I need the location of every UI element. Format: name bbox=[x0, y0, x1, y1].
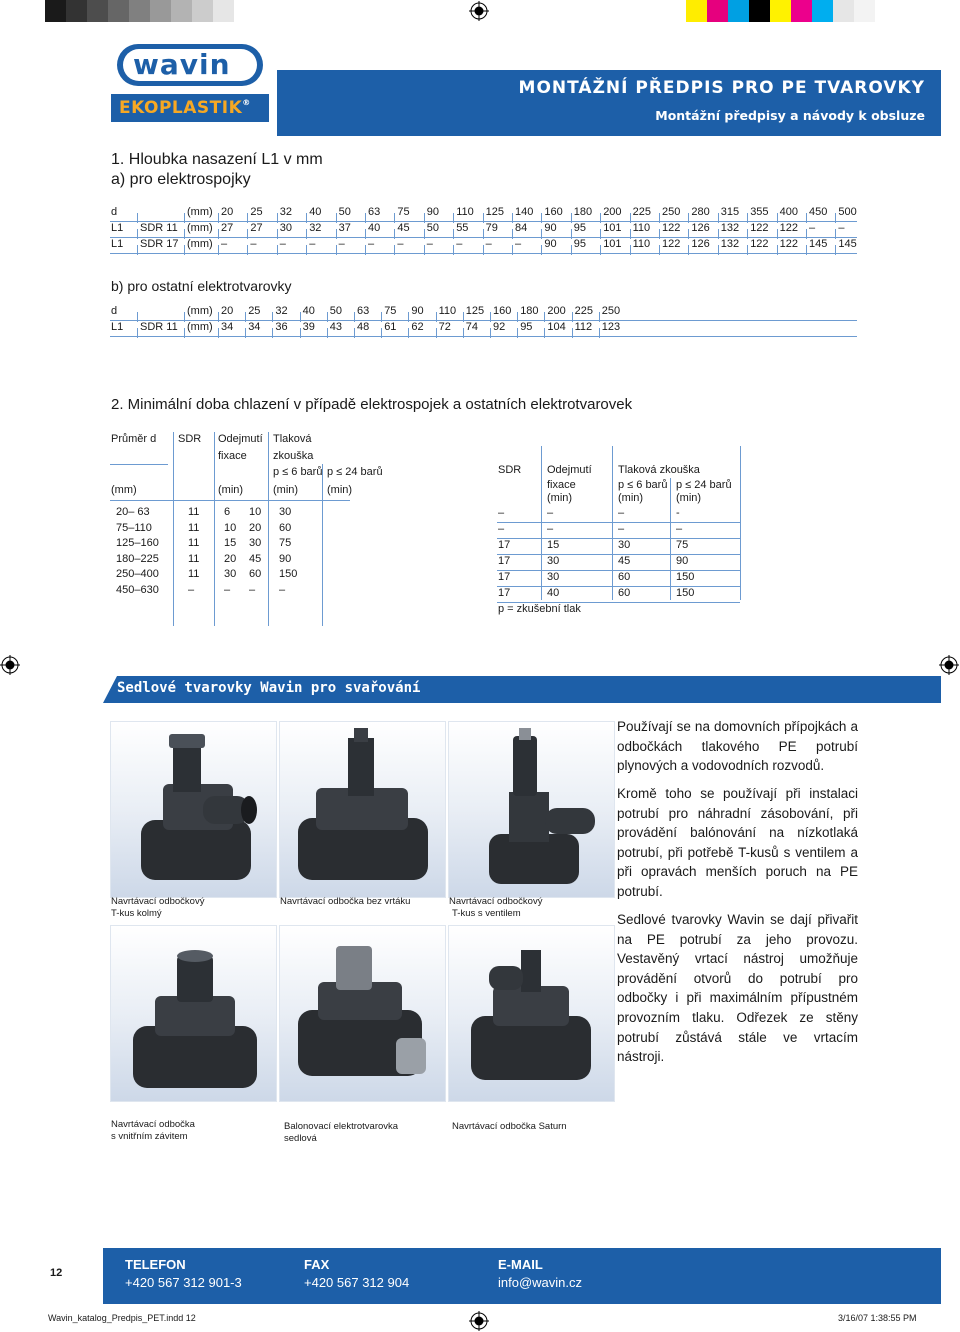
table-cell: – bbox=[188, 584, 195, 596]
page-title: MONTÁŽNÍ PŘEDPIS PRO PE TVAROVKY bbox=[518, 78, 925, 98]
table-cell: 95 bbox=[573, 238, 587, 250]
table-cell: SDR 11 bbox=[140, 321, 178, 333]
table-cell: 75 bbox=[384, 305, 397, 317]
table-cell: 112 bbox=[574, 321, 593, 333]
product-photo-tee-with-valve bbox=[448, 721, 615, 898]
section1b-heading: b) pro ostatní elektrotvarovky bbox=[111, 278, 292, 294]
table-cell: 92 bbox=[493, 321, 506, 333]
fax-label: FAX bbox=[304, 1257, 330, 1272]
table-cell: 122 bbox=[662, 238, 681, 250]
table-cell: 355 bbox=[750, 206, 769, 218]
caption-tee-valve: Navrtávací odbočkový T-kus s ventilem bbox=[449, 896, 543, 919]
table-cell: 34 bbox=[248, 321, 261, 333]
color-swatch bbox=[192, 0, 213, 22]
logo-subword: EKOPLASTIK® bbox=[119, 98, 251, 118]
table-cell: 15 bbox=[224, 537, 237, 550]
table-cell: 62 bbox=[411, 321, 424, 333]
table-cell: 150 bbox=[676, 587, 695, 599]
table-cell: 122 bbox=[750, 238, 769, 250]
unit-min: (min) bbox=[676, 492, 702, 504]
table-cell: 20 bbox=[221, 206, 234, 218]
col-header-p24: p ≤ 24 barů bbox=[327, 466, 383, 478]
table-cell: – bbox=[838, 222, 845, 234]
table-cell: 60 bbox=[618, 587, 631, 599]
table-cell: 200 bbox=[603, 206, 622, 218]
table-cell: 500 bbox=[838, 206, 857, 218]
fax-value: +420 567 312 904 bbox=[304, 1275, 410, 1290]
table-cell: 75 bbox=[397, 206, 410, 218]
table-cell: SDR 11 bbox=[140, 222, 178, 234]
table-cell: 40 bbox=[309, 206, 322, 218]
section2-heading: 2. Minimální doba chlazení v případě elektrospojek a ostatních elektrotvarovek bbox=[111, 396, 633, 413]
col-header-fixation: fixace bbox=[547, 479, 576, 491]
table-cell: 36 bbox=[275, 321, 288, 333]
table-cell: – bbox=[221, 238, 228, 250]
table-cell: 37 bbox=[338, 222, 351, 234]
table-cell: 50 bbox=[329, 305, 343, 317]
table-cell: – bbox=[368, 238, 375, 250]
color-swatch bbox=[171, 0, 192, 22]
table-cell: – bbox=[498, 523, 505, 535]
table-cell: – bbox=[224, 584, 231, 596]
table-cell: 110 bbox=[632, 222, 651, 234]
color-swatch bbox=[875, 0, 896, 22]
table-cell: 11 bbox=[188, 521, 200, 534]
table-cell: 61 bbox=[384, 321, 397, 333]
table-cell: d bbox=[111, 206, 118, 218]
product-photo-tapping-tee-no-drill bbox=[279, 721, 446, 898]
registration-mark-top-icon bbox=[469, 1, 489, 21]
table-cell: 17 bbox=[498, 571, 511, 583]
table-cell: 75–110 bbox=[116, 521, 152, 534]
slug-date: 3/16/07 1:38:55 PM bbox=[838, 1313, 917, 1323]
table-cell: 125–160 bbox=[116, 537, 159, 550]
table-cell: 45 bbox=[249, 552, 262, 565]
table-cell: 30 bbox=[279, 506, 292, 518]
table-cell: 90 bbox=[411, 305, 424, 317]
table-cell: 74 bbox=[465, 321, 479, 333]
table-cell: 126 bbox=[691, 238, 710, 250]
table-cell: – bbox=[618, 507, 625, 519]
table-cell: 30 bbox=[547, 555, 560, 567]
email-label: E-MAIL bbox=[498, 1257, 543, 1272]
table-cell: – bbox=[547, 507, 554, 519]
table-cell: 90 bbox=[279, 552, 292, 565]
table-cell: – bbox=[515, 238, 522, 250]
logo-wordmark: wavin bbox=[133, 48, 231, 81]
table-cell: 90 bbox=[426, 206, 440, 218]
registration-mark-right-icon bbox=[939, 655, 959, 675]
table-cell: (mm) bbox=[187, 238, 213, 250]
product-photo-saturn bbox=[448, 925, 615, 1102]
col-header-diameter: Průměr d bbox=[111, 433, 157, 445]
phone-label: TELEFON bbox=[125, 1257, 186, 1272]
table-cell: 30 bbox=[249, 537, 262, 550]
table-cell: – bbox=[338, 238, 345, 250]
table-cell: SDR 17 bbox=[140, 238, 179, 250]
table-cell: 63 bbox=[357, 305, 370, 317]
table-cell: – bbox=[397, 238, 404, 250]
unit-min: (min) bbox=[273, 484, 299, 496]
table-cell: 17 bbox=[498, 555, 511, 567]
table-cell: 110 bbox=[438, 305, 457, 317]
table-cell: 315 bbox=[720, 206, 740, 218]
table-cell: 20 bbox=[249, 521, 262, 534]
table-cell: 48 bbox=[357, 321, 370, 333]
col-header-p6: p ≤ 6 barů bbox=[273, 466, 323, 478]
registration-mark-left-icon bbox=[0, 655, 20, 675]
table-cell: 132 bbox=[720, 238, 740, 250]
table-cell: 30 bbox=[547, 571, 560, 583]
table-cell: 280 bbox=[691, 206, 710, 218]
table-cell: 160 bbox=[493, 305, 512, 317]
color-swatch bbox=[213, 0, 234, 22]
caption-ballooning: Balonovací elektrotvarovka sedlová bbox=[284, 1121, 399, 1144]
table-cell: 225 bbox=[574, 305, 593, 317]
table-cell: 40 bbox=[302, 305, 315, 317]
table-cell: 63 bbox=[368, 206, 381, 218]
table-cell: (mm) bbox=[187, 305, 213, 317]
table-cell: 101 bbox=[603, 238, 622, 250]
unit-min: (min) bbox=[327, 484, 353, 496]
table-cell: 225 bbox=[632, 206, 651, 218]
table-cell: 122 bbox=[750, 222, 769, 234]
table-cell: 95 bbox=[573, 222, 587, 234]
caption-t-piece: Navrtávací odbočkový T-kus kolmý bbox=[111, 896, 205, 919]
slug-filename: Wavin_katalog_Predpis_PET.indd 12 bbox=[48, 1313, 196, 1323]
product-photo-internal-thread bbox=[110, 925, 277, 1102]
table-cell: 122 bbox=[662, 222, 681, 234]
table-cell: 32 bbox=[309, 222, 322, 234]
table-cell: 250–400 bbox=[116, 568, 159, 581]
table-cell: – bbox=[250, 238, 257, 250]
col-header-pressure-test: Tlaková zkouška bbox=[618, 464, 700, 476]
table-cell: - bbox=[676, 507, 680, 519]
table-cell: 60 bbox=[249, 568, 262, 581]
unit-min: (min) bbox=[547, 492, 573, 504]
color-swatch bbox=[45, 0, 66, 22]
table-cell: – bbox=[485, 238, 492, 250]
col-header-p6: p ≤ 6 barů bbox=[618, 479, 668, 491]
color-swatch bbox=[707, 0, 728, 22]
paragraph-welding: Sedlové tvarovky Wavin se dají přivařit na PE potrubí za jeho provozu. Vestavěný vrtací nástroj umožňuje provádění otvorů do potrubí pro odbočky i při maximálním přípustném provozním tlaku. Odřezek ze stěny potrubí zůstává stále ve vrtacím nástroji. bbox=[617, 912, 858, 1065]
product-photo-ballooning-saddle bbox=[279, 925, 446, 1102]
table-cell: 50 bbox=[338, 206, 351, 218]
color-swatch bbox=[234, 0, 255, 22]
table-cell: 200 bbox=[547, 305, 566, 317]
caption-internal-thread: Navrtávací odbočka s vnitřním závitem bbox=[111, 1119, 195, 1142]
color-swatch bbox=[812, 0, 833, 22]
header-band bbox=[277, 70, 941, 136]
table-cell: 40 bbox=[368, 222, 381, 234]
table-cell: – bbox=[279, 584, 286, 596]
table-cell: L1 bbox=[111, 238, 124, 250]
col-header-sdr: SDR bbox=[178, 433, 202, 445]
section3-banner bbox=[103, 676, 941, 703]
table-cell: 55 bbox=[456, 222, 469, 234]
table-cell: 30 bbox=[279, 222, 293, 234]
table-cell: 84 bbox=[515, 222, 528, 234]
table-cell: 75 bbox=[279, 537, 292, 550]
table-cell: d bbox=[111, 305, 118, 317]
table-cell: – bbox=[809, 222, 816, 234]
table-cell: 60 bbox=[279, 521, 292, 534]
table-cell: 90 bbox=[676, 555, 689, 567]
col-header-removal: Odejmutí bbox=[218, 433, 263, 445]
table-cell: – bbox=[547, 523, 554, 535]
table-cell: 20 bbox=[224, 552, 237, 565]
page-subtitle: Montážní předpisy a návody k obsluze bbox=[655, 108, 925, 123]
table-cell: 145 bbox=[838, 238, 857, 250]
table-cell: 250 bbox=[662, 206, 681, 218]
color-swatch bbox=[150, 0, 171, 22]
color-swatch bbox=[686, 0, 707, 22]
table-cell: – bbox=[309, 238, 316, 250]
table-cell: 110 bbox=[632, 238, 651, 250]
paragraph-usage: Používají se na domovních přípojkách a odbočkách tlakového PE potrubí plynových a vodovodních rozvodů. bbox=[617, 719, 858, 774]
table-cell: 32 bbox=[279, 206, 293, 218]
table-cell: 17 bbox=[498, 587, 511, 599]
contact-footer bbox=[103, 1248, 941, 1304]
table-cell: 150 bbox=[279, 568, 298, 581]
table-cell: 11 bbox=[188, 506, 200, 518]
table-cell: 122 bbox=[779, 222, 798, 234]
table-cell: L1 bbox=[111, 222, 124, 234]
table-cell: 180 bbox=[520, 305, 539, 317]
col-header-pressure: Tlaková bbox=[273, 433, 312, 445]
table-cell: 15 bbox=[547, 539, 560, 551]
table-cell: 6 bbox=[224, 506, 231, 518]
table-cell: 27 bbox=[221, 222, 234, 234]
col-header-removal: Odejmutí bbox=[547, 464, 592, 476]
col-header-fixation: fixace bbox=[218, 450, 247, 462]
table-cell: 125 bbox=[485, 206, 504, 218]
table-cell: 140 bbox=[515, 206, 534, 218]
table-cell: 145 bbox=[809, 238, 828, 250]
color-swatch bbox=[129, 0, 150, 22]
table-cell: – bbox=[498, 507, 505, 519]
table-cell: 10 bbox=[249, 506, 262, 518]
section1-heading: 1. Hloubka nasazení L1 v mm a) pro elektrospojky bbox=[111, 151, 323, 188]
phone-value: +420 567 312 901-3 bbox=[125, 1275, 242, 1290]
table-cell: – bbox=[456, 238, 463, 250]
table-cell: 11 bbox=[188, 552, 200, 565]
color-swatch bbox=[728, 0, 749, 22]
table-cell: 126 bbox=[691, 222, 710, 234]
table-cell: 250 bbox=[601, 305, 621, 317]
color-swatch bbox=[108, 0, 129, 22]
table-cell: 30 bbox=[224, 568, 237, 581]
col-header-p24: p ≤ 24 barů bbox=[676, 479, 732, 491]
color-swatch bbox=[66, 0, 87, 22]
caption-saturn: Navrtávací odbočka Saturn bbox=[452, 1121, 567, 1132]
table-cell: 20– 63 bbox=[116, 506, 150, 518]
table-cell: 450–630 bbox=[116, 584, 159, 596]
table-cell: 40 bbox=[547, 587, 560, 599]
table-cell: – bbox=[676, 523, 683, 535]
registration-mark-bottom-icon bbox=[469, 1311, 489, 1331]
color-swatch bbox=[770, 0, 791, 22]
table-cell: – bbox=[279, 238, 286, 250]
table-cell: 30 bbox=[618, 539, 631, 551]
color-swatch bbox=[854, 0, 875, 22]
unit-min: (min) bbox=[618, 492, 644, 504]
product-photo-t-piece bbox=[110, 721, 277, 898]
brand-logo bbox=[103, 40, 277, 136]
table-cell: 17 bbox=[498, 539, 511, 551]
table-cell: 101 bbox=[603, 222, 622, 234]
email-link[interactable]: info@wavin.cz bbox=[498, 1275, 583, 1290]
table-cell: 34 bbox=[221, 321, 234, 333]
table-cell: 50 bbox=[426, 222, 440, 234]
table-cell: 45 bbox=[618, 555, 631, 567]
table-cell: 75 bbox=[676, 539, 689, 551]
table-cell: 400 bbox=[779, 206, 798, 218]
page-number: 12 bbox=[50, 1267, 63, 1279]
table-cell: 20 bbox=[221, 305, 234, 317]
paragraph-applications: Kromě toho se používají při instalaci potrubí pro náhradní zásobování, při provádění balónování na nízkotlaká potrubí, při potřebě T-kusů s ventilem a při opravách menších poruch na PE potrubí. bbox=[617, 786, 858, 899]
table-cell: 32 bbox=[275, 305, 288, 317]
page-header bbox=[103, 40, 941, 136]
col-header-sdr: SDR bbox=[498, 464, 522, 476]
table-cell: – bbox=[249, 584, 256, 596]
table-cell: 45 bbox=[397, 222, 410, 234]
table-cell: 110 bbox=[456, 206, 474, 218]
table-cell: 39 bbox=[302, 321, 315, 333]
color-swatch bbox=[749, 0, 770, 22]
table-cell: 90 bbox=[544, 222, 557, 234]
unit-mm: (mm) bbox=[111, 484, 137, 496]
table-cell: 104 bbox=[547, 321, 566, 333]
table-cell: (mm) bbox=[187, 206, 213, 218]
color-swatch bbox=[833, 0, 854, 22]
table-cell: 60 bbox=[618, 571, 631, 583]
table-cell: – bbox=[618, 523, 625, 535]
col-header-test: zkouška bbox=[273, 450, 314, 462]
table-cell: 11 bbox=[188, 568, 200, 581]
table-cell: L1 bbox=[111, 321, 124, 333]
table-cell: 180–225 bbox=[116, 552, 159, 565]
table-cell: 122 bbox=[779, 238, 798, 250]
table-cell: 43 bbox=[329, 321, 343, 333]
table-cell: 95 bbox=[520, 321, 533, 333]
table-cell: 180 bbox=[573, 206, 593, 218]
table-cell: 132 bbox=[720, 222, 740, 234]
table-cell: (mm) bbox=[187, 222, 213, 234]
table-note: p = zkušební tlak bbox=[498, 603, 581, 615]
table-cell: 25 bbox=[250, 206, 263, 218]
table-cell: 27 bbox=[250, 222, 263, 234]
table-cell: 125 bbox=[465, 305, 485, 317]
table-cell: 25 bbox=[248, 305, 261, 317]
table-cell: 123 bbox=[601, 321, 621, 333]
table-cell: 160 bbox=[544, 206, 563, 218]
table-cell: – bbox=[426, 238, 433, 250]
table-cell: 150 bbox=[676, 571, 695, 583]
color-swatch bbox=[87, 0, 108, 22]
table-cell: 90 bbox=[544, 238, 557, 250]
unit-min: (min) bbox=[218, 484, 244, 496]
section3-title: Sedlové tvarovky Wavin pro svařování bbox=[117, 680, 421, 696]
table-cell: 450 bbox=[809, 206, 828, 218]
table-cell: 11 bbox=[188, 537, 200, 550]
table-cell: 79 bbox=[485, 222, 498, 234]
table-cell: 10 bbox=[224, 521, 237, 534]
table-cell: (mm) bbox=[187, 321, 213, 333]
caption-tapping-tee: Navrtávací odbočka bez vrtáku bbox=[280, 896, 411, 907]
color-swatch bbox=[791, 0, 812, 22]
table-cell: 72 bbox=[438, 321, 451, 333]
